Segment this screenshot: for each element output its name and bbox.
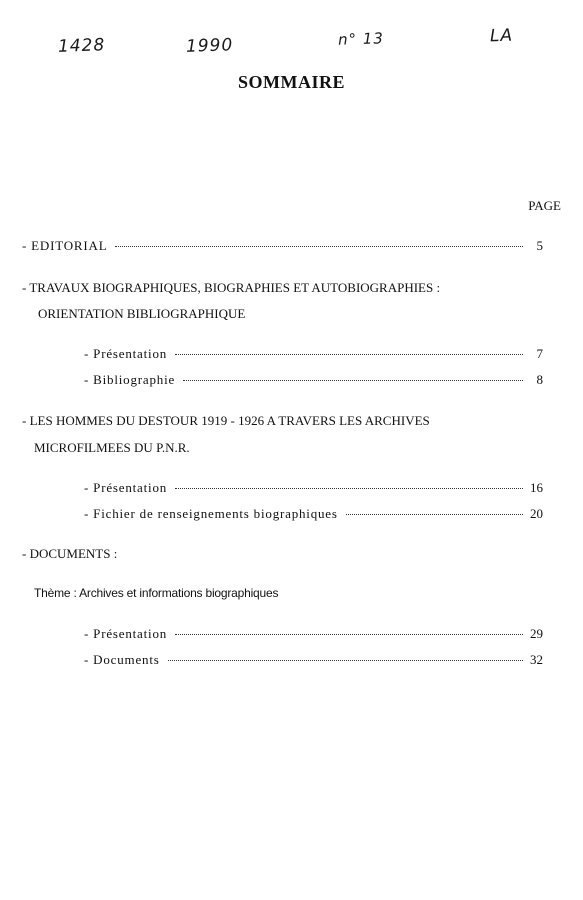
handwritten-initials: LA <box>489 25 514 47</box>
page-title: SOMMAIRE <box>238 72 345 92</box>
toc-entry-label: - Présentation <box>84 480 168 495</box>
toc-section-heading-continued: MICROFILMEES DU P.N.R. <box>34 440 190 455</box>
toc-theme-line: Thème : Archives et informations biographiques <box>34 586 279 600</box>
page-column-label: PAGE <box>528 198 561 213</box>
toc-entry-label: - EDITORIAL <box>22 238 108 253</box>
toc-entry-label: - Documents <box>84 652 160 667</box>
toc-subentry <box>84 652 543 668</box>
toc-entry-label: - Présentation <box>84 626 168 641</box>
dotted-leader <box>115 246 523 247</box>
dotted-leader <box>346 514 523 515</box>
toc-section-heading: - LES HOMMES DU DESTOUR 1919 - 1926 A TRAVERS LES ARCHIVES <box>22 413 430 428</box>
dotted-leader <box>175 488 523 489</box>
toc-entry-editorial <box>22 238 543 254</box>
toc-subentry <box>84 626 543 642</box>
toc-subentry <box>84 346 543 362</box>
toc-section-heading-continued: ORIENTATION BIBLIOGRAPHIQUE <box>38 306 246 321</box>
toc-entry-label: - Présentation <box>84 346 168 361</box>
toc-entry-page: 32 <box>530 652 543 667</box>
dotted-leader <box>175 354 523 355</box>
toc-entry-page: 16 <box>530 480 543 495</box>
toc-entry-page: 29 <box>530 626 543 641</box>
toc-entry-page: 8 <box>536 372 543 387</box>
toc-subentry <box>84 480 543 496</box>
dotted-leader <box>168 660 523 661</box>
dotted-leader <box>175 634 523 635</box>
handwritten-reference-number: 1428 <box>57 35 106 57</box>
toc-entry-label: - Fichier de renseignements biographiques <box>84 506 338 521</box>
dotted-leader <box>183 380 523 381</box>
handwritten-issue-number: n° 13 <box>337 29 385 49</box>
toc-entry-page: 7 <box>536 346 543 361</box>
toc-entry-page: 20 <box>530 506 543 521</box>
toc-subentry <box>84 372 543 388</box>
toc-subentry <box>84 506 543 522</box>
handwritten-year: 1990 <box>185 35 234 57</box>
toc-entry-label: - Bibliographie <box>84 372 176 387</box>
toc-entry-page: 5 <box>536 238 543 253</box>
toc-section-heading: - DOCUMENTS : <box>22 546 118 561</box>
toc-section-heading: - TRAVAUX BIOGRAPHIQUES, BIOGRAPHIES ET AUTOBIOGRAPHIES : <box>22 280 441 295</box>
